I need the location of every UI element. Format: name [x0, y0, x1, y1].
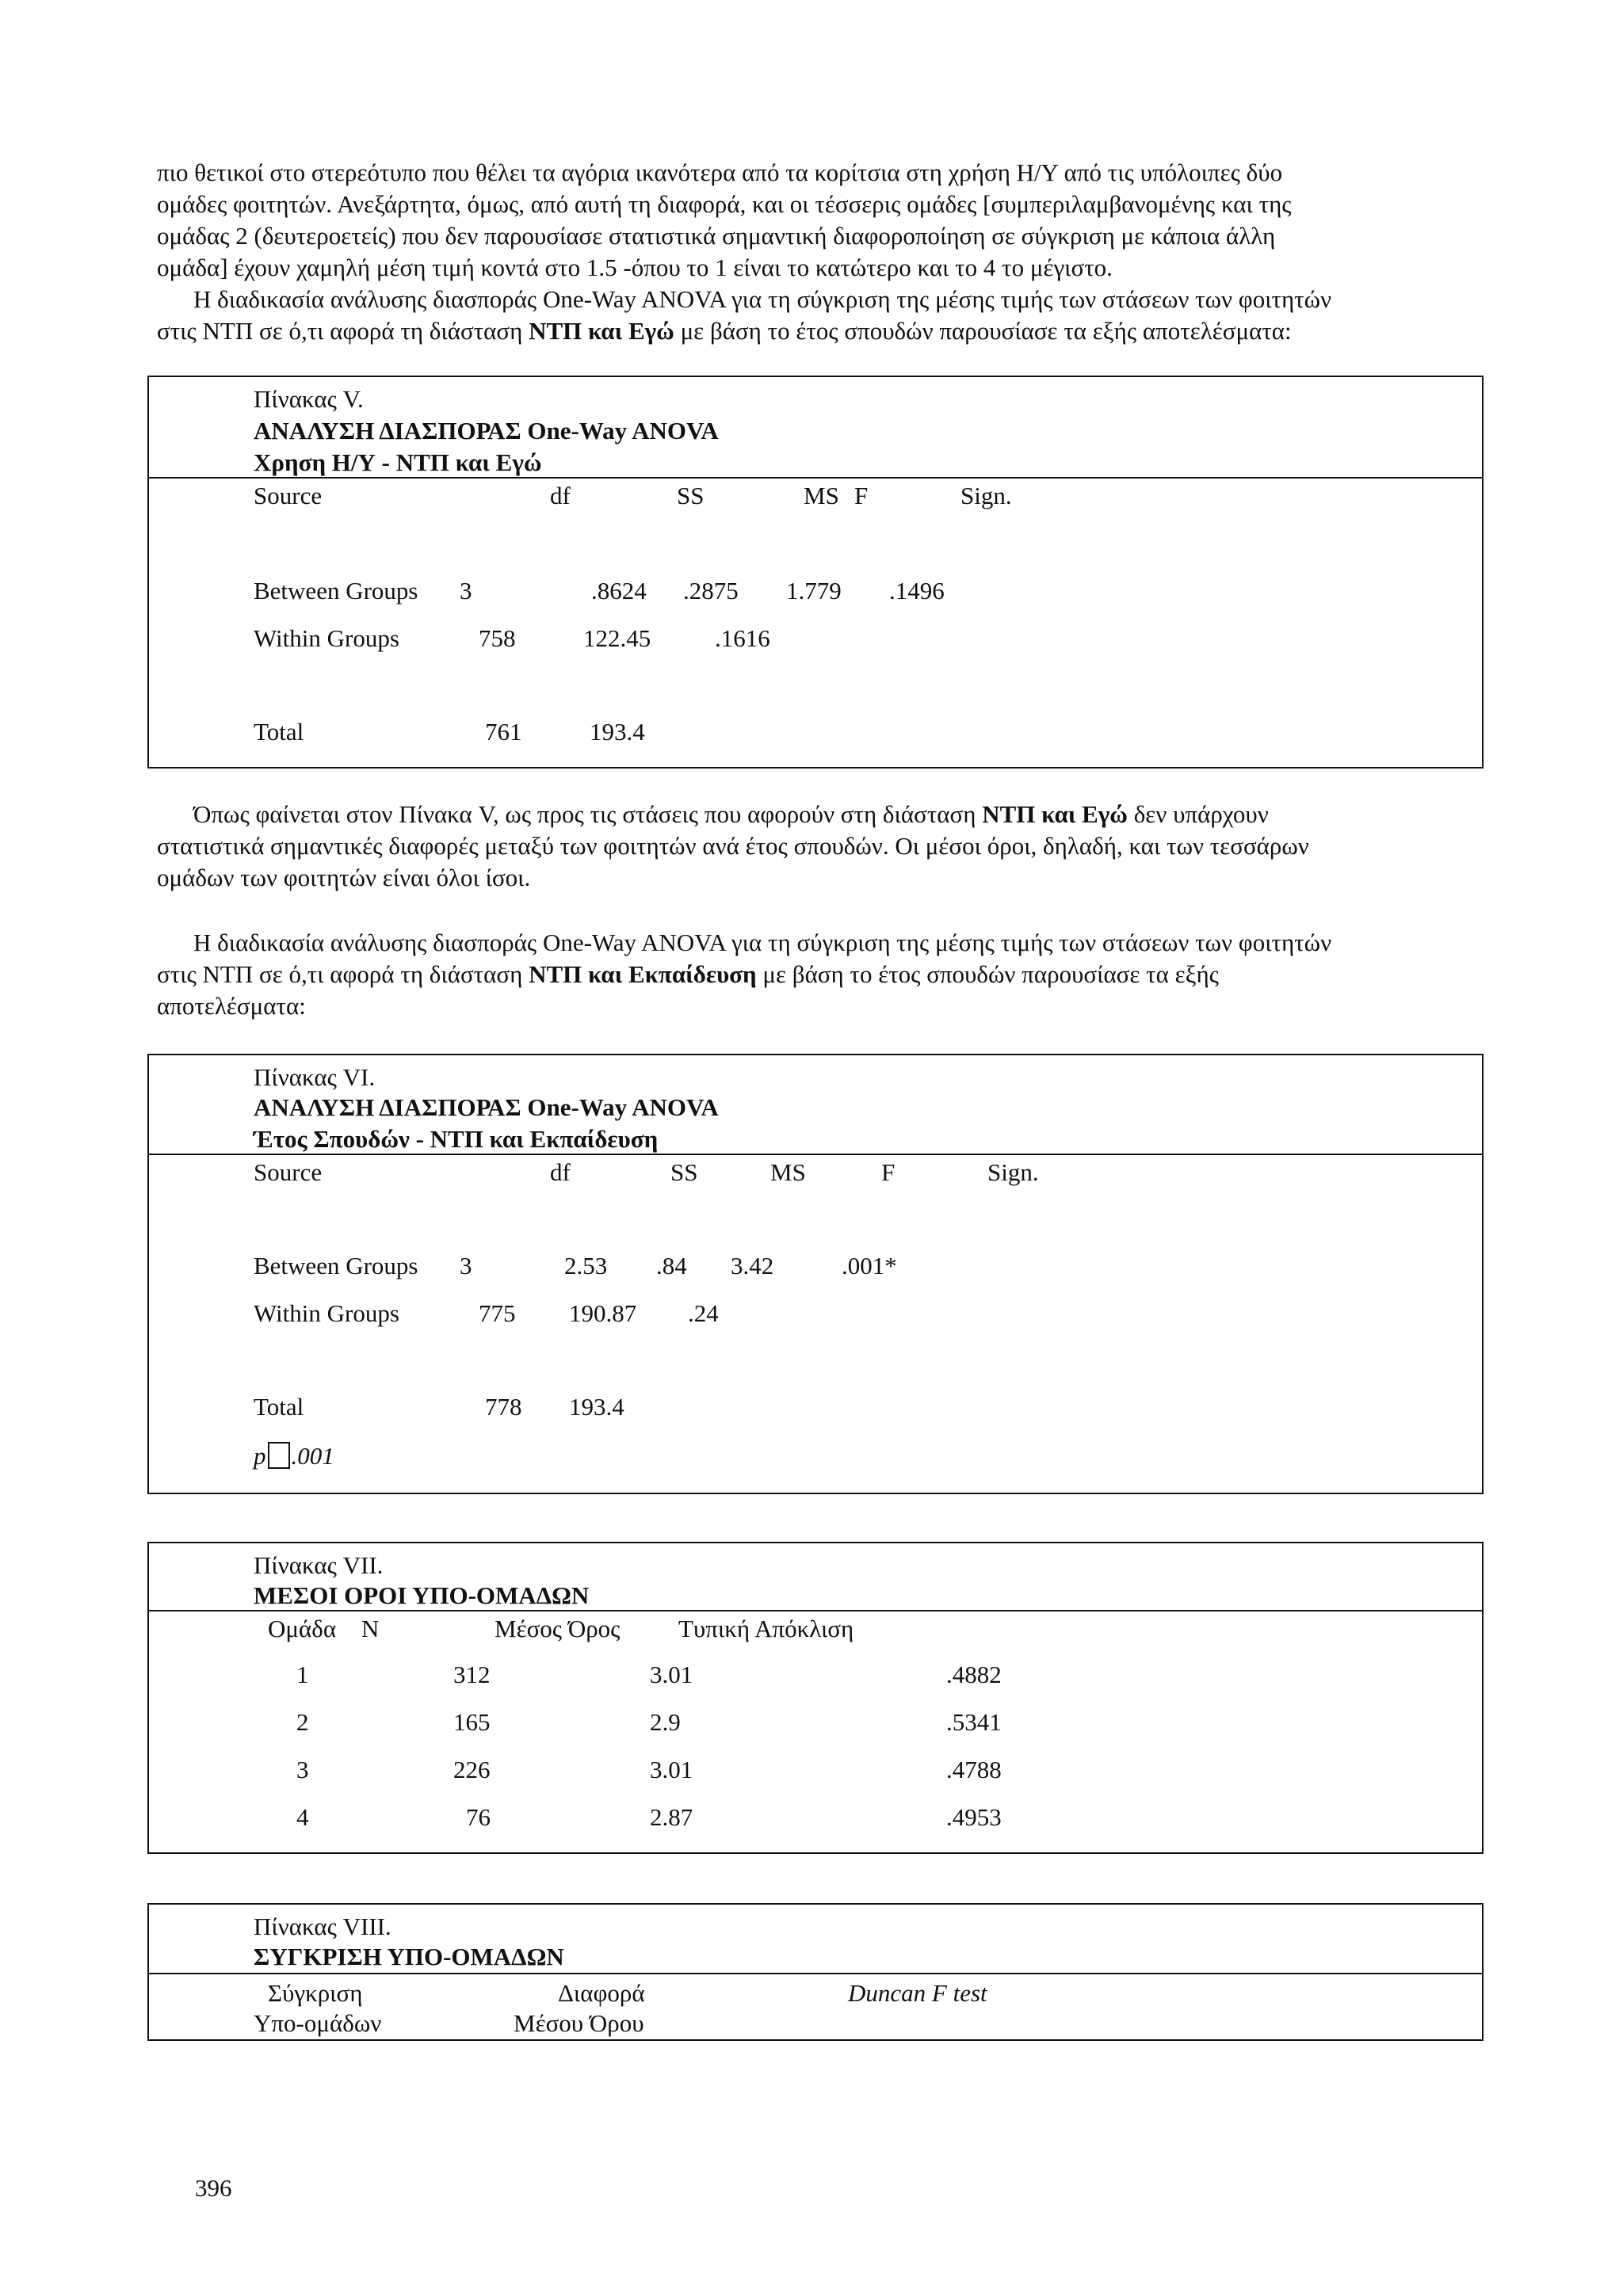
page-number: 396	[195, 2174, 232, 2202]
table-v	[147, 376, 1484, 769]
within-ss: 190.87	[569, 1299, 637, 1327]
within-ms: .24	[688, 1299, 719, 1327]
within-ms: .1616	[715, 624, 770, 652]
intro-line-2: ομάδες φοιτητών. Ανεξάρτητα, όμως, από αυτή τη διαφορά, και οι τέσσερις ομάδες [συμπεριλαμβανομένης και της	[157, 190, 1292, 218]
para2-line-1: Όπως φαίνεται στον Πίνακα V, ως προς τις στάσεις που αφορούν στη διάσταση ΝΤΠ και Εγώ δεν υπάρχουν	[193, 800, 1269, 828]
row-4-n: 76	[466, 1803, 491, 1831]
within-label: Within Groups	[254, 1299, 399, 1327]
within-ss: 122.45	[583, 624, 651, 652]
total-df: 761	[485, 718, 522, 746]
header-sd: Τυπική Απόκλιση	[678, 1615, 854, 1642]
between-df: 3	[460, 1252, 472, 1280]
intro-line-6: στις ΝΤΠ σε ό,τι αφορά τη διάσταση ΝΤΠ και Εγώ με βάση το έτος σπουδών παρουσίασε τα εξής αποτελέσματα:	[157, 317, 1292, 345]
within-df: 758	[479, 624, 516, 652]
table-vi	[147, 1054, 1484, 1494]
row-2-n: 165	[453, 1708, 491, 1736]
para3-line-1: Η διαδικασία ανάλυσης διασποράς One-Way ANOVA για τη σύγκριση της μέσης τιμής των στάσεων των φοιτητών	[193, 929, 1332, 956]
intro-line-3: ομάδας 2 (δευτεροετείς) που δεν παρουσίασε στατιστικά σημαντική διαφοροποίηση σε σύγκριση με κάποια άλλη	[157, 222, 1276, 250]
row-1-mean: 3.01	[650, 1661, 693, 1688]
header-difference: Διαφορά	[558, 1979, 645, 2007]
paragraph-2	[157, 799, 1482, 894]
within-df: 775	[479, 1299, 516, 1327]
header-f: F	[881, 1158, 896, 1186]
row-2-sd: .5341	[946, 1708, 1002, 1736]
between-f: 1.779	[786, 577, 842, 605]
row-4-mean: 2.87	[650, 1803, 693, 1831]
header-f: F	[854, 482, 869, 509]
between-ss: .8624	[591, 577, 647, 605]
between-label: Between Groups	[254, 577, 418, 605]
table-vii-divider	[149, 1610, 1482, 1611]
between-sign: .1496	[889, 577, 945, 605]
table-v-label: Πίνακας V.	[254, 385, 364, 413]
row-4-sd: .4953	[946, 1803, 1002, 1831]
between-label: Between Groups	[254, 1252, 418, 1280]
table-viii-title: ΣΥΓΚΡΙΣΗ ΥΠΟ-ΟΜΑΔΩΝ	[254, 1943, 564, 1970]
between-ms: .84	[656, 1252, 687, 1280]
row-2-group: 2	[296, 1708, 309, 1736]
header-duncan: Duncan F test	[848, 1979, 987, 2007]
table-vi-label: Πίνακας VI.	[254, 1063, 376, 1091]
total-label: Total	[254, 718, 304, 746]
header-subgroups: Υπο-ομάδων	[254, 2009, 382, 2037]
header-mean: Μέσος Όρος	[495, 1615, 621, 1642]
header-mean: Μέσου Όρου	[514, 2009, 644, 2037]
table-vii-title: ΜΕΣΟΙ ΟΡΟΙ ΥΠΟ-ΟΜΑΔΩΝ	[254, 1581, 590, 1609]
total-df: 778	[485, 1393, 522, 1421]
header-ms: MS	[804, 482, 839, 509]
between-f: 3.42	[731, 1252, 774, 1280]
row-3-sd: .4788	[946, 1756, 1002, 1783]
para2-line-2: στατιστικά σημαντικές διαφορές μεταξύ των φοιτητών ανά έτος σπουδών. Οι μέσοι όροι, δηλαδή, και των τεσσάρων	[157, 832, 1309, 860]
header-ss: SS	[670, 1158, 698, 1186]
header-source: Source	[254, 482, 323, 509]
table-viii-label: Πίνακας VIII.	[254, 1913, 391, 1940]
table-vi-subtitle: Έτος Σπουδών - ΝΤΠ και Εκπαίδευση	[254, 1125, 659, 1153]
intro-line-5: Η διαδικασία ανάλυσης διασποράς One-Way ANOVA για τη σύγκριση της μέσης τιμής των στάσεων των φοιτητών	[193, 285, 1332, 313]
header-df: df	[550, 482, 571, 509]
between-sign: .001*	[842, 1252, 897, 1280]
table-v-divider	[149, 477, 1482, 479]
table-vii-label: Πίνακας VII.	[254, 1551, 384, 1579]
row-1-n: 312	[453, 1661, 491, 1688]
significance-note: p .001	[254, 1442, 334, 1470]
between-ss: 2.53	[564, 1252, 608, 1280]
between-df: 3	[460, 577, 472, 605]
para2-line-3: ομάδων των φοιτητών είναι όλοι ίσοι.	[157, 864, 531, 891]
table-vi-title: ΑΝΑΛΥΣΗ ΔΙΑΣΠΟΡΑΣ One-Way ANOVA	[254, 1093, 719, 1121]
row-1-group: 1	[296, 1661, 309, 1688]
table-viii-divider	[149, 1973, 1482, 1974]
paragraph-3	[157, 927, 1482, 1022]
table-viii	[147, 1903, 1484, 2041]
intro-line-4: ομάδα] έχουν χαμηλή μέση τιμή κοντά στο 1.5 -όπου το 1 είναι το κατώτερο και το 4 το μέγιστο.	[157, 254, 1113, 281]
total-label: Total	[254, 1393, 304, 1421]
para3-line-3: αποτελέσματα:	[157, 992, 306, 1020]
row-1-sd: .4882	[946, 1661, 1002, 1688]
bold-dimension: ΝΤΠ και Εγώ	[529, 317, 674, 345]
header-n: N	[361, 1615, 380, 1642]
table-vi-divider	[149, 1154, 1482, 1155]
header-ms: MS	[770, 1158, 806, 1186]
table-v-subtitle: Χρηση Η/Υ - ΝΤΠ και Εγώ	[254, 448, 542, 476]
header-ss: SS	[677, 482, 705, 509]
table-vii	[147, 1542, 1484, 1854]
header-comparison: Σύγκριση	[268, 1979, 363, 2007]
missing-glyph-icon	[268, 1442, 290, 1469]
header-source: Source	[254, 1158, 323, 1186]
row-4-group: 4	[296, 1803, 309, 1831]
intro-line-1: πιο θετικοί στο στερεότυπο που θέλει τα αγόρια ικανότερα από τα κορίτσια στη χρήση Η/Υ από τις υπόλοιπες δύο	[157, 158, 1283, 186]
within-label: Within Groups	[254, 624, 399, 652]
para3-line-2: στις ΝΤΠ σε ό,τι αφορά τη διάσταση ΝΤΠ και Εκπαίδευση με βάση το έτος σπουδών παρουσίασε τα εξής	[157, 960, 1219, 988]
row-3-group: 3	[296, 1756, 309, 1783]
table-v-title: ΑΝΑΛΥΣΗ ΔΙΑΣΠΟΡΑΣ One-Way ANOVA	[254, 417, 719, 444]
total-ss: 193.4	[569, 1393, 624, 1421]
row-2-mean: 2.9	[650, 1708, 681, 1736]
intro-paragraph	[157, 157, 1482, 347]
row-3-mean: 3.01	[650, 1756, 693, 1783]
header-group: Ομάδα	[268, 1615, 337, 1642]
between-ms: .2875	[683, 577, 739, 605]
header-sign: Sign.	[960, 482, 1012, 509]
header-sign: Sign.	[987, 1158, 1039, 1186]
total-ss: 193.4	[590, 718, 645, 746]
row-3-n: 226	[453, 1756, 491, 1783]
header-df: df	[550, 1158, 571, 1186]
